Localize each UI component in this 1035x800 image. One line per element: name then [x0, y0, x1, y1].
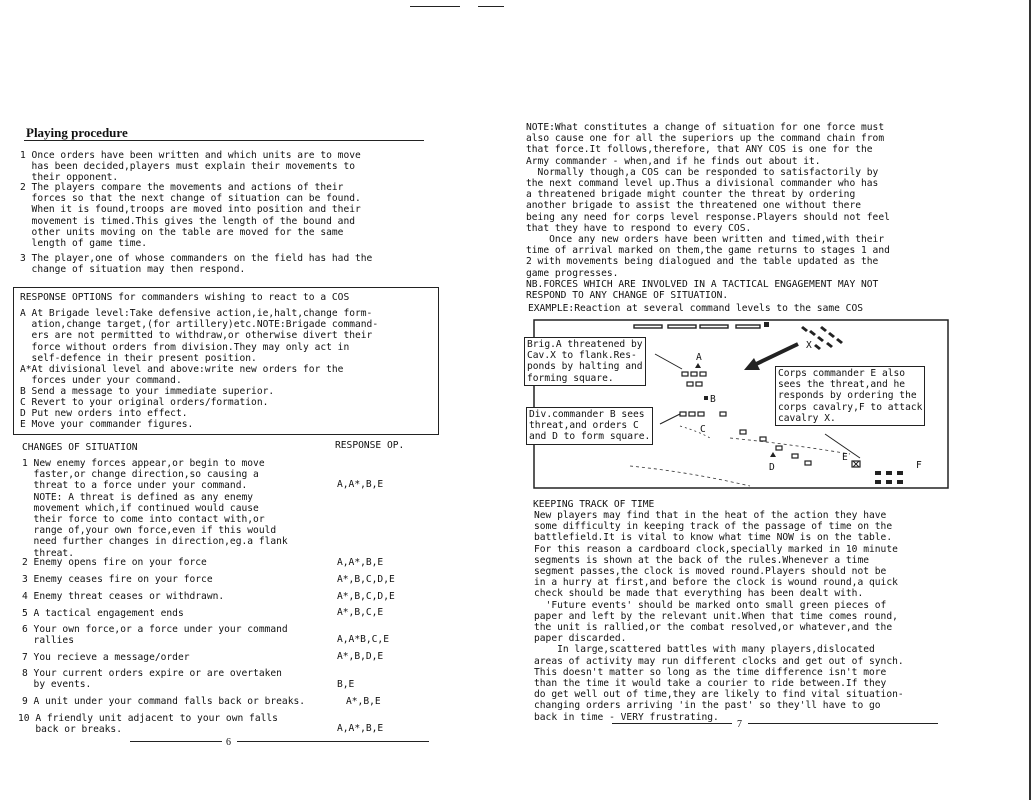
callout-corps-e: Corps commander E also sees the threat,and he responds by ordering the corps cavalry,F to attack cavalry X. [775, 366, 925, 426]
change-row-8: 8 Your current orders expire or are overtaken by events. [22, 668, 282, 691]
response-option-a: A At Brigade level:Take defensive action,ie,halt,change form- ation,change target,(for artillery)etc.NOTE:Brigade command- ers are not permitted to withdraw,or otherwise divert their force without orders from division.They may only act in self-defence in their present position. [20, 308, 379, 364]
response-option-d: D Put new orders into effect. [20, 408, 188, 419]
page-number-rule-right [237, 741, 429, 742]
time-heading: KEEPING TRACK OF TIME [533, 499, 655, 510]
top-scan-mark [478, 6, 504, 7]
change-row-2-response: A,A*,B,E [337, 557, 384, 568]
cos-note-text: NOTE:What constitutes a change of situation for one force must also cause one for all the superiors up the command chain from that force.It follows,therefore, that ANY COS is one for the Army commander - when,and if he finds out about it. Normally though,a COS can be responded to satisfactorily by the next command level up.Thus a divisional commander who has a threatened brigade might counter the threat by ordering another brigade to assist the threatened one without there being any need for corps level response.Players should not feel that they have to respond to every COS. Once any new orders have been written and timed,with their time of arrival marked on them,the game returns to stages 1 and 2 with movements being dialogued and the table updated as the game progresses. NB.FORCES WHICH ARE INVOLVED IN A TACTICAL ENGAGEMENT MAY NOT RESPOND TO ANY CHANGE OF SITUATION. [526, 122, 890, 302]
change-row-7-response: A*,B,D,E [337, 651, 384, 662]
change-row-2: 2 Enemy opens fire on your force [22, 557, 207, 568]
page-number-rule-left [612, 723, 732, 724]
title-rule [24, 140, 424, 141]
procedure-step-1: 1 Once orders have been written and which units are to move has been decided,players must explain their movements to their opponent. [20, 150, 361, 184]
map-label-f: F [916, 460, 922, 471]
procedure-step-3: 3 The player,one of whose commanders on the field has had the change of situation may then respond. [20, 253, 373, 276]
change-row-10-response: A,A*,B,E [337, 723, 384, 734]
change-row-1: 1 New enemy forces appear,or begin to move faster,or change direction,so causing a threat to a force under your command. NOTE: A threat is defined as any enemy movement which,if continued would cause their force to come into contact with,or range of,your own force,even if this would need further changes in direction,eg.a flank threat. [22, 458, 288, 559]
page-number-rule-left [130, 741, 222, 742]
response-option-e: E Move your commander figures. [20, 419, 194, 430]
map-label-a: A [696, 352, 702, 363]
page-number-rule-right [748, 723, 938, 724]
change-row-6: 6 Your own force,or a force under your command rallies [22, 624, 288, 647]
time-text: New players may find that in the heat of the action they have some difficulty in keeping track of the passage of time on the battlefield.It is vital to know what time NOW is on the table. For this reason a cardboard clock,specially marked in 10 minute segments is shown at the back of the rules.Whenever a time segment passes,the clock is moved round.Players should not be in a hurry at first,and before the clock is wound round,a quick check should be made that everything has been dealt with. 'Future events' should be marked onto small green pieces of paper and left by the relevant unit.When that time comes round, the unit is rallied,or the combat resolved,or whatever,and the paper discarded. In large,scattered battles with many players,dislocated areas of activity may run different clocks and get out of synch. This doesn't matter so long as the time difference isn't more than the time it would take a courier to ride between.If they do get well out of time,they are likely to find vital situation- changing orders arriving 'in the past' so they'll have to go back in time - VERY frustrating. [534, 510, 904, 723]
change-row-8-response: B,E [337, 679, 355, 690]
change-row-5-response: A*,B,C,E [337, 607, 384, 618]
page-number: 7 [737, 719, 742, 730]
change-row-9: 9 A unit under your command falls back or breaks. [22, 696, 306, 707]
changes-heading: CHANGES OF SITUATION [22, 442, 138, 453]
procedure-step-2: 2 The players compare the movements and actions of their forces so that the next change of situation can be found. When it is found,troops are moved into position and their movement is timed.This gives the length of the bound and other units moving on the table are moved for the same length of game time. [20, 182, 361, 250]
change-row-6-response: A,A*B,C,E [337, 634, 389, 645]
page-edge-rule [1029, 0, 1031, 800]
response-option-a-star: A*At divisional level and above:write new orders for the forces under your command. [20, 364, 344, 387]
change-row-9-response: A*,B,E [346, 696, 381, 707]
map-label-d: D [769, 462, 775, 473]
map-label-x: X [806, 340, 812, 351]
change-row-3-response: A*,B,C,D,E [337, 574, 395, 585]
map-label-e: E [842, 452, 848, 463]
change-row-5: 5 A tactical engagement ends [22, 608, 184, 619]
response-options-heading: RESPONSE OPTIONS for commanders wishing to react to a COS [20, 292, 350, 303]
change-row-7: 7 You recieve a message/order [22, 652, 190, 663]
response-option-b: B Send a message to your immediate superior. [20, 386, 275, 397]
change-row-3: 3 Enemy ceases fire on your force [22, 574, 213, 585]
map-label-b: B [710, 394, 716, 405]
page-number: 6 [226, 737, 231, 748]
callout-brigade-a: Brig.A threatened by Cav.X to flank.Res- ponds by halting and forming square. [524, 337, 646, 386]
change-row-1-response: A,A*,B,E [337, 479, 384, 490]
response-op-heading: RESPONSE OP. [335, 440, 405, 451]
page-title: Playing procedure [26, 125, 128, 140]
change-row-10: 10 A friendly unit adjacent to your own falls back or breaks. [18, 713, 278, 736]
change-row-4: 4 Enemy threat ceases or withdrawn. [22, 591, 225, 602]
top-scan-mark [410, 6, 460, 7]
callout-division-b: Div.commander B sees threat,and orders C and D to form square. [526, 407, 653, 445]
map-label-c: C [700, 424, 706, 435]
example-heading: EXAMPLE:Reaction at several command levels to the same COS [528, 303, 864, 314]
change-row-4-response: A*,B,C,D,E [337, 591, 395, 602]
example-diagram [527, 316, 953, 492]
response-option-c: C Revert to your original orders/formation. [20, 397, 269, 408]
